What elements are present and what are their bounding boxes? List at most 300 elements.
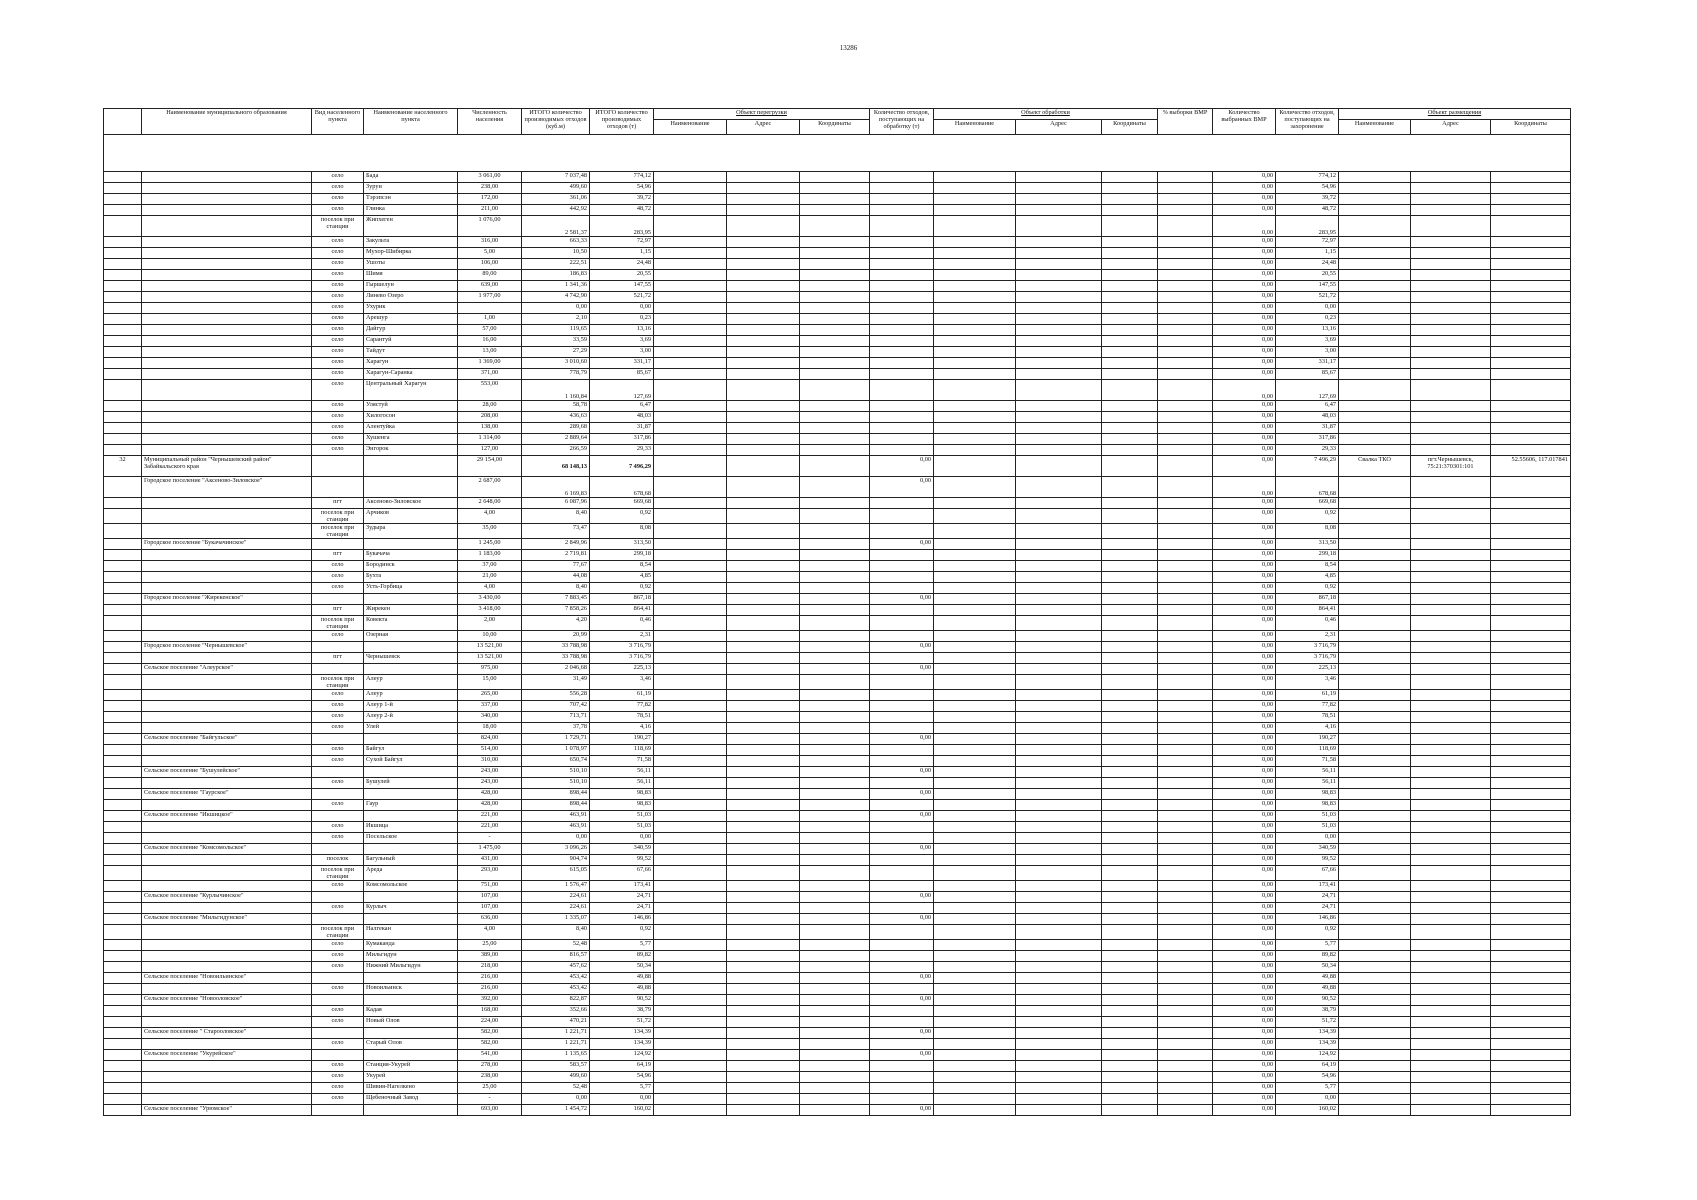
cell-vmr-pct: [1158, 434, 1213, 445]
cell-transfer-name: [654, 477, 727, 498]
cell-vmr-qty: 0,00: [1213, 756, 1276, 767]
cell-processing-address: [1016, 303, 1102, 314]
cell-transfer-name: [654, 325, 727, 336]
cell-placement-coords: [1491, 412, 1571, 423]
cell-placement-name: [1339, 822, 1411, 833]
cell-settlement-type: село: [312, 172, 364, 183]
cell-population: 4,00: [458, 583, 522, 594]
cell-vmr-qty: 0,00: [1213, 434, 1276, 445]
cell-processing-name: [934, 380, 1016, 401]
cell-num: [104, 325, 142, 336]
cell-placement-name: [1339, 216, 1411, 237]
cell-total-m3: 583,57: [522, 1061, 590, 1072]
cell-processing-coords: [1102, 925, 1158, 940]
cell-processing-coords: [1102, 539, 1158, 550]
cell-processing-coords: [1102, 675, 1158, 690]
cell-population: 35,00: [458, 524, 522, 539]
cell-processing-name: [934, 336, 1016, 347]
cell-settlement-name: Ковекта: [364, 616, 458, 631]
cell-to-burial: 51,03: [1276, 811, 1339, 822]
cell-processing-address: [1016, 539, 1102, 550]
cell-vmr-qty: 0,00: [1213, 1083, 1276, 1094]
cell-to-processing: [870, 1006, 934, 1017]
cell-placement-coords: [1491, 984, 1571, 995]
cell-transfer-address: [727, 303, 800, 314]
cell-num: [104, 445, 142, 456]
cell-population: 25,00: [458, 1083, 522, 1094]
cell-transfer-address: [727, 734, 800, 745]
table-row: [104, 248, 1571, 259]
cell-total-m3: 904,74: [522, 855, 590, 866]
cell-placement-address: [1411, 194, 1491, 205]
cell-placement-name: [1339, 940, 1411, 951]
cell-vmr-pct: [1158, 412, 1213, 423]
cell-processing-address: [1016, 1072, 1102, 1083]
cell-settlement-name: Зурун: [364, 183, 458, 194]
table-row: [104, 1061, 1571, 1072]
cell-transfer-name: [654, 734, 727, 745]
cell-settlement-type: село: [312, 347, 364, 358]
cell-to-burial: 51,72: [1276, 1017, 1339, 1028]
cell-to-burial: 8,54: [1276, 561, 1339, 572]
cell-population: 639,00: [458, 281, 522, 292]
cell-transfer-address: [727, 401, 800, 412]
cell-processing-name: [934, 401, 1016, 412]
cell-total-m3: 352,66: [522, 1006, 590, 1017]
cell-transfer-name: [654, 1050, 727, 1061]
cell-settlement-name: [364, 734, 458, 745]
cell-settlement-name: Укурей: [364, 1072, 458, 1083]
cell-placement-name: [1339, 653, 1411, 664]
cell-to-processing: [870, 347, 934, 358]
cell-population: 208,00: [458, 412, 522, 423]
cell-transfer-address: [727, 844, 800, 855]
cell-num: [104, 412, 142, 423]
cell-placement-coords: [1491, 778, 1571, 789]
cell-transfer-address: [727, 445, 800, 456]
cell-processing-address: [1016, 822, 1102, 833]
cell-total-t: 13,16: [590, 325, 654, 336]
cell-total-t: 49,88: [590, 973, 654, 984]
cell-population: 265,00: [458, 690, 522, 701]
cell-municipality: [142, 903, 312, 914]
cell-municipality: [142, 1039, 312, 1050]
cell-total-m3: 7 883,45: [522, 594, 590, 605]
cell-placement-address: [1411, 1094, 1491, 1105]
cell-placement-coords: [1491, 281, 1571, 292]
cell-placement-coords: [1491, 1105, 1571, 1116]
cell-transfer-address: [727, 1105, 800, 1116]
cell-placement-name: [1339, 778, 1411, 789]
cell-placement-name: [1339, 892, 1411, 903]
cell-population: 4,00: [458, 925, 522, 940]
cell-processing-name: [934, 844, 1016, 855]
cell-processing-coords: [1102, 712, 1158, 723]
cell-placement-coords: [1491, 822, 1571, 833]
cell-transfer-address: [727, 1017, 800, 1028]
cell-settlement-type: село: [312, 336, 364, 347]
cell-transfer-coords: [800, 778, 870, 789]
cell-transfer-coords: [800, 855, 870, 866]
cell-num: [104, 756, 142, 767]
cell-transfer-coords: [800, 866, 870, 881]
cell-transfer-name: [654, 631, 727, 642]
cell-vmr-qty: 0,00: [1213, 734, 1276, 745]
cell-municipality: [142, 855, 312, 866]
cell-vmr-qty: 0,00: [1213, 498, 1276, 509]
cell-vmr-qty: 0,00: [1213, 723, 1276, 734]
cell-placement-name: [1339, 237, 1411, 248]
cell-population: 2,00: [458, 616, 522, 631]
cell-vmr-pct: [1158, 1028, 1213, 1039]
cell-to-burial: 48,72: [1276, 205, 1339, 216]
cell-total-t: 89,82: [590, 951, 654, 962]
cell-processing-name: [934, 675, 1016, 690]
cell-to-burial: 0,92: [1276, 583, 1339, 594]
cell-total-t: 56,11: [590, 767, 654, 778]
cell-transfer-name: [654, 675, 727, 690]
cell-settlement-type: село: [312, 259, 364, 270]
cell-population: -: [458, 833, 522, 844]
cell-processing-coords: [1102, 1028, 1158, 1039]
cell-to-burial: 90,52: [1276, 995, 1339, 1006]
cell-vmr-qty: 0,00: [1213, 1105, 1276, 1116]
cell-vmr-pct: [1158, 172, 1213, 183]
cell-num: [104, 572, 142, 583]
cell-population: 5,00: [458, 248, 522, 259]
cell-total-t: 4,16: [590, 723, 654, 734]
cell-total-t: 54,96: [590, 1072, 654, 1083]
cell-vmr-qty: 0,00: [1213, 477, 1276, 498]
cell-settlement-name: Алеур 1-й: [364, 701, 458, 712]
cell-placement-coords: [1491, 358, 1571, 369]
cell-processing-name: [934, 734, 1016, 745]
cell-transfer-address: [727, 205, 800, 216]
cell-settlement-type: село: [312, 445, 364, 456]
cell-transfer-coords: [800, 194, 870, 205]
cell-population: 29 154,00: [458, 456, 522, 477]
cell-placement-name: [1339, 314, 1411, 325]
cell-to-burial: 99,52: [1276, 855, 1339, 866]
cell-vmr-qty: 0,00: [1213, 995, 1276, 1006]
cell-placement-address: [1411, 833, 1491, 844]
cell-settlement-type: пгт: [312, 653, 364, 664]
cell-transfer-name: [654, 248, 727, 259]
cell-vmr-qty: 0,00: [1213, 616, 1276, 631]
cell-processing-coords: [1102, 1083, 1158, 1094]
cell-settlement-type: [312, 844, 364, 855]
cell-processing-address: [1016, 325, 1102, 336]
cell-settlement-name: Аксеново-Зиловское: [364, 498, 458, 509]
cell-vmr-pct: [1158, 642, 1213, 653]
cell-total-t: 99,52: [590, 855, 654, 866]
cell-placement-address: [1411, 524, 1491, 539]
cell-settlement-name: [364, 892, 458, 903]
cell-transfer-address: [727, 903, 800, 914]
waste-table: [103, 108, 1571, 1116]
cell-placement-address: [1411, 962, 1491, 973]
cell-to-processing: [870, 745, 934, 756]
cell-placement-name: [1339, 524, 1411, 539]
table-row: [104, 866, 1571, 881]
cell-processing-name: [934, 303, 1016, 314]
table-row: [104, 653, 1571, 664]
cell-num: [104, 216, 142, 237]
cell-settlement-type: село: [312, 745, 364, 756]
cell-processing-coords: [1102, 653, 1158, 664]
cell-total-t: 0,00: [590, 303, 654, 314]
cell-processing-address: [1016, 336, 1102, 347]
cell-transfer-coords: [800, 216, 870, 237]
cell-processing-address: [1016, 456, 1102, 477]
cell-settlement-type: село: [312, 248, 364, 259]
cell-processing-coords: [1102, 951, 1158, 962]
cell-municipality: [142, 1006, 312, 1017]
cell-placement-address: [1411, 903, 1491, 914]
cell-placement-address: [1411, 892, 1491, 903]
cell-transfer-address: [727, 423, 800, 434]
cell-settlement-name: [364, 811, 458, 822]
cell-placement-address: [1411, 259, 1491, 270]
cell-population: 4,00: [458, 509, 522, 524]
cell-to-burial: 13,16: [1276, 325, 1339, 336]
cell-total-m3: 442,92: [522, 205, 590, 216]
cell-municipality: Городское поселение "Чернышевское": [142, 642, 312, 653]
cell-transfer-coords: [800, 664, 870, 675]
cell-placement-coords: [1491, 1050, 1571, 1061]
cell-placement-name: [1339, 675, 1411, 690]
cell-settlement-type: [312, 1028, 364, 1039]
cell-total-t: 20,55: [590, 270, 654, 281]
table-row: [104, 1006, 1571, 1017]
cell-processing-name: [934, 940, 1016, 951]
cell-to-processing: 0,00: [870, 477, 934, 498]
cell-placement-address: [1411, 951, 1491, 962]
cell-settlement-name: Старый Олов: [364, 1039, 458, 1050]
cell-placement-name: [1339, 509, 1411, 524]
cell-placement-name: [1339, 844, 1411, 855]
cell-transfer-name: [654, 401, 727, 412]
cell-transfer-coords: [800, 1105, 870, 1116]
cell-processing-name: [934, 1083, 1016, 1094]
cell-to-burial: 134,39: [1276, 1039, 1339, 1050]
cell-num: [104, 1039, 142, 1050]
cell-placement-address: [1411, 767, 1491, 778]
cell-transfer-name: [654, 712, 727, 723]
cell-municipality: [142, 881, 312, 892]
cell-processing-address: [1016, 281, 1102, 292]
cell-vmr-pct: [1158, 594, 1213, 605]
cell-transfer-name: [654, 811, 727, 822]
cell-settlement-name: [364, 789, 458, 800]
cell-placement-name: [1339, 572, 1411, 583]
cell-vmr-pct: [1158, 401, 1213, 412]
cell-placement-coords: [1491, 789, 1571, 800]
cell-processing-coords: [1102, 1017, 1158, 1028]
cell-settlement-name: Кадая: [364, 1006, 458, 1017]
table-row: [104, 844, 1571, 855]
cell-settlement-type: село: [312, 237, 364, 248]
cell-placement-address: [1411, 434, 1491, 445]
cell-vmr-pct: [1158, 336, 1213, 347]
cell-transfer-coords: [800, 1061, 870, 1072]
cell-placement-name: [1339, 973, 1411, 984]
cell-to-burial: 54,96: [1276, 183, 1339, 194]
cell-to-burial: 2,31: [1276, 631, 1339, 642]
cell-placement-coords: [1491, 292, 1571, 303]
cell-transfer-address: [727, 745, 800, 756]
cell-vmr-pct: [1158, 745, 1213, 756]
col-transfer-group: Объект перегрузки: [654, 109, 870, 120]
cell-placement-coords: [1491, 445, 1571, 456]
cell-total-m3: 8,40: [522, 925, 590, 940]
cell-population: 975,00: [458, 664, 522, 675]
cell-to-processing: [870, 675, 934, 690]
cell-total-m3: 898,44: [522, 800, 590, 811]
cell-vmr-pct: [1158, 423, 1213, 434]
cell-num: [104, 973, 142, 984]
cell-to-burial: 3,00: [1276, 347, 1339, 358]
cell-transfer-name: [654, 216, 727, 237]
cell-num: [104, 605, 142, 616]
cell-transfer-name: [654, 951, 727, 962]
cell-transfer-name: [654, 745, 727, 756]
cell-settlement-type: село: [312, 572, 364, 583]
cell-placement-address: [1411, 940, 1491, 951]
cell-total-t: 5,77: [590, 1083, 654, 1094]
cell-processing-coords: [1102, 292, 1158, 303]
col-settlement-type: Вид населенного пункта: [312, 109, 364, 135]
cell-placement-name: [1339, 561, 1411, 572]
cell-placement-address: [1411, 336, 1491, 347]
cell-transfer-address: [727, 539, 800, 550]
cell-to-processing: [870, 583, 934, 594]
cell-total-m3: 2,10: [522, 314, 590, 325]
cell-to-burial: 6,47: [1276, 401, 1339, 412]
cell-settlement-name: Комсомольское: [364, 881, 458, 892]
cell-processing-name: [934, 550, 1016, 561]
cell-vmr-pct: [1158, 1006, 1213, 1017]
cell-vmr-pct: [1158, 866, 1213, 881]
cell-transfer-address: [727, 216, 800, 237]
cell-processing-name: [934, 664, 1016, 675]
cell-vmr-qty: 0,00: [1213, 445, 1276, 456]
cell-placement-address: [1411, 477, 1491, 498]
cell-num: [104, 172, 142, 183]
cell-total-t: 0,23: [590, 314, 654, 325]
cell-placement-address: [1411, 881, 1491, 892]
cell-settlement-type: село: [312, 1072, 364, 1083]
cell-placement-name: [1339, 712, 1411, 723]
cell-total-m3: 556,28: [522, 690, 590, 701]
cell-to-burial: 24,71: [1276, 903, 1339, 914]
cell-transfer-coords: [800, 984, 870, 995]
cell-transfer-name: [654, 800, 727, 811]
cell-vmr-qty: 0,00: [1213, 594, 1276, 605]
cell-transfer-address: [727, 248, 800, 259]
cell-vmr-qty: 0,00: [1213, 303, 1276, 314]
cell-placement-coords: [1491, 237, 1571, 248]
cell-vmr-qty: 0,00: [1213, 866, 1276, 881]
cell-placement-coords: [1491, 811, 1571, 822]
cell-processing-name: [934, 1028, 1016, 1039]
cell-processing-name: [934, 767, 1016, 778]
cell-transfer-address: [727, 995, 800, 1006]
cell-settlement-name: Ареда: [364, 866, 458, 881]
cell-vmr-pct: [1158, 445, 1213, 456]
cell-transfer-coords: [800, 412, 870, 423]
cell-to-burial: 78,51: [1276, 712, 1339, 723]
cell-transfer-name: [654, 844, 727, 855]
cell-placement-coords: [1491, 205, 1571, 216]
cell-population: 337,00: [458, 701, 522, 712]
cell-vmr-qty: 0,00: [1213, 456, 1276, 477]
cell-vmr-pct: [1158, 237, 1213, 248]
cell-transfer-name: [654, 1061, 727, 1072]
cell-placement-address: [1411, 412, 1491, 423]
cell-transfer-address: [727, 800, 800, 811]
cell-municipality: [142, 940, 312, 951]
cell-vmr-pct: [1158, 347, 1213, 358]
cell-placement-coords: [1491, 925, 1571, 940]
cell-transfer-coords: [800, 172, 870, 183]
cell-transfer-coords: [800, 477, 870, 498]
cell-total-t: 678,68: [590, 477, 654, 498]
cell-to-processing: [870, 962, 934, 973]
cell-processing-coords: [1102, 194, 1158, 205]
cell-municipality: [142, 314, 312, 325]
cell-processing-name: [934, 561, 1016, 572]
cell-transfer-coords: [800, 844, 870, 855]
cell-processing-name: [934, 800, 1016, 811]
cell-municipality: [142, 281, 312, 292]
cell-vmr-pct: [1158, 1039, 1213, 1050]
cell-total-m3: 816,57: [522, 951, 590, 962]
cell-total-t: 49,88: [590, 984, 654, 995]
cell-placement-coords: [1491, 605, 1571, 616]
cell-processing-name: [934, 423, 1016, 434]
cell-transfer-name: [654, 925, 727, 940]
cell-transfer-name: [654, 973, 727, 984]
cell-total-t: 67,66: [590, 866, 654, 881]
cell-municipality: [142, 550, 312, 561]
cell-transfer-name: [654, 456, 727, 477]
cell-transfer-coords: [800, 369, 870, 380]
cell-processing-coords: [1102, 550, 1158, 561]
cell-num: [104, 248, 142, 259]
cell-transfer-address: [727, 631, 800, 642]
cell-vmr-pct: [1158, 561, 1213, 572]
cell-placement-coords: [1491, 892, 1571, 903]
cell-population: [458, 303, 522, 314]
cell-processing-address: [1016, 767, 1102, 778]
cell-to-processing: [870, 369, 934, 380]
cell-municipality: [142, 194, 312, 205]
cell-settlement-type: село: [312, 690, 364, 701]
cell-placement-name: [1339, 866, 1411, 881]
cell-processing-coords: [1102, 572, 1158, 583]
cell-settlement-type: село: [312, 561, 364, 572]
cell-transfer-address: [727, 292, 800, 303]
cell-settlement-name: Харагун-Саранка: [364, 369, 458, 380]
cell-transfer-coords: [800, 281, 870, 292]
cell-transfer-coords: [800, 509, 870, 524]
cell-processing-coords: [1102, 844, 1158, 855]
cell-total-t: 3,00: [590, 347, 654, 358]
cell-transfer-coords: [800, 456, 870, 477]
cell-vmr-qty: 0,00: [1213, 951, 1276, 962]
cell-processing-address: [1016, 561, 1102, 572]
